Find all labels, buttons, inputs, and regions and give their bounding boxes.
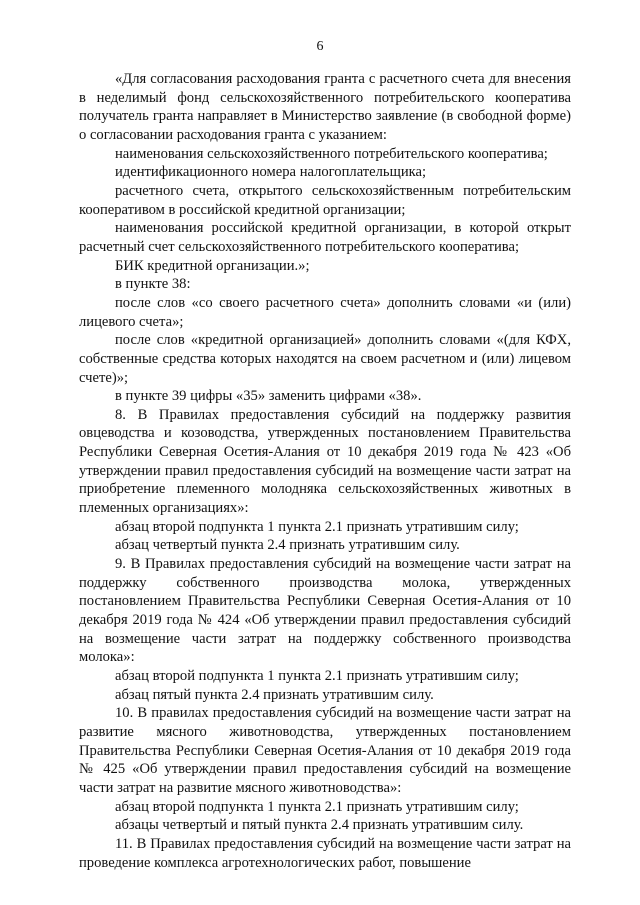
- document-body: [79, 70, 571, 872]
- paragraph-item-8: 8. В Правилах предоставления субсидий на поддержку развития овцеводства и козоводства, утвержденных постановлением Правительства Республики Северная Осетия-Алания от 10 декабря 2019 года № 423 «Об утверждении правил предоставления субсидий на возмещение части затрат на приобретение племенного молодняка сельскохозяйственных животных в племенных организациях»:: [79, 406, 571, 517]
- paragraph-bik: БИК кредитной организации.»;: [115, 257, 310, 274]
- paragraph-item-10-sub-2: абзацы четвертый и пятый пункта 2.4 признать утратившим силу.: [115, 817, 524, 834]
- paragraph-point-38: в пункте 38:: [115, 276, 191, 293]
- paragraph-settlement-account: расчетного счета, открытого сельскохозяйственным потребительским кооперативом в российской кредитной организации;: [79, 182, 571, 218]
- paragraph-item-9-sub-1: абзац второй подпункта 1 пункта 2.1 признать утратившим силу;: [115, 668, 519, 684]
- paragraph-item-9-sub-2: абзац пятый пункта 2.4 признать утратившим силу.: [115, 686, 434, 703]
- paragraph-item-10-sub-1: абзац второй подпункта 1 пункта 2.1 признать утратившим силу;: [115, 798, 519, 815]
- paragraph-item-9: 9. В Правилах предоставления субсидий на возмещение части затрат на поддержку собственного производства молока, утвержденных постановлением Правительства Республики Северная Осетия-Алания от 10 декабря 2019 года № 424 «Об утверждении правил предоставления субсидий на возмещение части затрат на поддержку собственного производства молока»:: [79, 556, 571, 666]
- paragraph-item-10: 10. В правилах предоставления субсидий на возмещение части затрат на развитие мясного животноводства, утвержденных постановлением Правительства Республики Северная Осетия-Алания от 10 декабря 2019 года № 425 «Об утверждении правил предоставления субсидий на возмещение части затрат на развитие мясного животноводства»:: [79, 705, 571, 796]
- page-number: 6: [316, 39, 324, 54]
- paragraph-point-39: в пункте 39 цифры «35» заменить цифрами «38».: [115, 388, 422, 405]
- paragraph-taxpayer-id: идентификационного номера налогоплательщика;: [115, 164, 427, 181]
- paragraph-cooperative-name: наименования сельскохозяйственного потребительского кооператива;: [115, 145, 548, 162]
- paragraph-intro-grant-approval: «Для согласования расходования гранта с расчетного счета для внесения в неделимый фонд сельскохозяйственного потребительского кооператива получатель гранта направляет в Министерство заявление (в свободной форме) о согласовании расходования гранта с указанием:: [79, 71, 571, 143]
- paragraph-item-8-sub-2: абзац четвертый пункта 2.4 признать утратившим силу.: [115, 537, 460, 554]
- paragraph-item-11: 11. В Правилах предоставления субсидий на возмещение части затрат на проведение комплекса агротехнологических работ, повышение: [79, 835, 571, 871]
- paragraph-item-8-sub-1: абзац второй подпункта 1 пункта 2.1 признать утратившим силу;: [115, 518, 519, 535]
- paragraph-bank-name: наименования российской кредитной организации, в которой открыт расчетный счет сельскохозяйственного потребительского кооператива;: [79, 220, 571, 255]
- paragraph-amend-credit-org: после слов «кредитной организацией» дополнить словами «(для КФХ, собственные средства которых находятся на своем расчетном и (или) лицевом счете)»;: [79, 332, 571, 386]
- paragraph-amend-account: после слов «со своего расчетного счета» дополнить словами «и (или) лицевого счета»;: [79, 294, 571, 330]
